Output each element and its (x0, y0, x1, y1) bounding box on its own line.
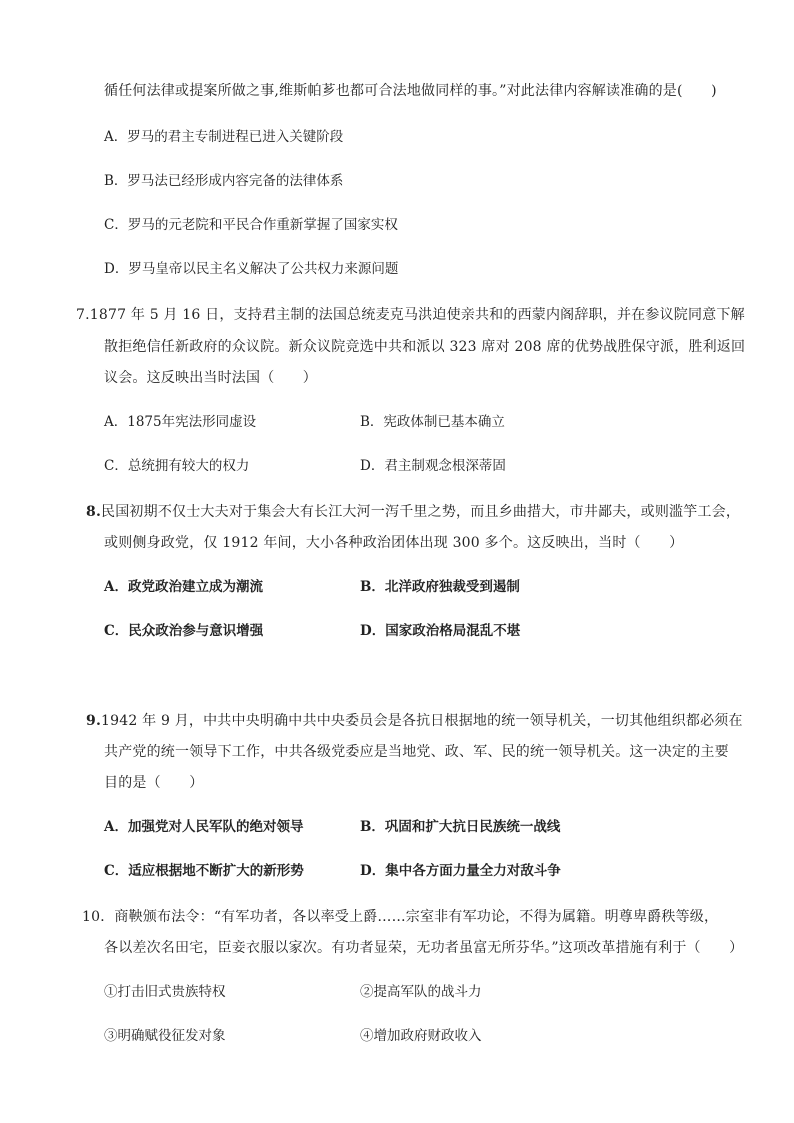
q9-stem-text-1: 1942 年 9 月，中共中央明确中共中央委员会是各抗日根据地的统一领导机关，一切其他组织都必须在 (101, 713, 743, 729)
q9-stem-line-1 (86, 712, 743, 730)
q10-option-4[interactable]: ④增加政府财政收入 (360, 1028, 482, 1044)
q6-option-c[interactable]: C．罗马的元老院和平民合作重新掌握了国家实权 (104, 217, 398, 233)
q9-option-d[interactable]: D．集中各方面力量全力对敌斗争 (360, 863, 561, 879)
q8-stem-text-1: 民国初期不仅士大夫对于集会大有长江大河一泻千里之势，而且乡曲措大，市井鄙夫，或则滥竽工会， (101, 504, 741, 520)
q7-number: 7. (76, 307, 90, 323)
q9-option-b[interactable]: B．巩固和扩大抗日民族统一战线 (360, 819, 561, 835)
q7-stem-line-1 (76, 306, 745, 324)
q8-option-b[interactable]: B．北洋政府独裁受到遏制 (360, 579, 520, 595)
q6-option-b[interactable]: B．罗马法已经形成内容完备的法律体系 (104, 173, 344, 189)
q10-stem-text-1: 商鞅颁布法令：“有军功者，各以率受上爵……宗室非有军功论，不得为属籍。明尊卑爵秩等级， (114, 909, 719, 925)
q7-stem-text-1: 1877 年 5 月 16 日，支持君主制的法国总统麦克马洪迫使亲共和的西蒙内阁辞职，并在参议院同意下解 (89, 307, 745, 323)
q10-option-2[interactable]: ②提高军队的战斗力 (360, 984, 482, 1000)
q8-stem-line-2: 或则侧身政党，仅 1912 年间，大小各种政治团体出现 300 多个。这反映出，当时（ ） (104, 535, 684, 551)
q6-stem-tail: 循任何法律或提案所做之事,维斯帕芗也都可合法地做同样的事。”对此法律内容解读准确的是( ) (104, 83, 717, 99)
q9-number: 9. (86, 713, 102, 729)
q8-number: 8. (86, 504, 102, 520)
q8-stem-line-1 (86, 503, 740, 521)
q7-stem-line-3: 议会。这反映出当时法国（ ） (104, 370, 317, 386)
q8-option-c[interactable]: C．民众政治参与意识增强 (104, 623, 264, 639)
q10-stem-line-1 (82, 908, 718, 926)
q9-stem-line-2: 共产党的统一领导下工作，中共各级党委应是当地党、政、军、民的统一领导机关。这一决定的主要 (104, 744, 729, 760)
q7-option-a[interactable]: A．1875年宪法形同虚设 (104, 414, 257, 430)
q8-option-d[interactable]: D．国家政治格局混乱不堪 (360, 623, 521, 639)
q10-stem-line-2: 各以差次名田宅，臣妾衣服以家次。有功者显荣，无功者虽富无所芬华。”这项改革措施有利于（ ） (104, 940, 744, 956)
q10-number: 10． (82, 909, 115, 925)
q7-stem-line-2: 散拒绝信任新政府的众议院。新众议院竞选中共和派以 323 席对 208 席的优势战胜保守派，胜利返回 (104, 339, 746, 355)
q9-option-c[interactable]: C．适应根据地不断扩大的新形势 (104, 863, 304, 879)
q6-option-a[interactable]: A．罗马的君主专制进程已进入关键阶段 (104, 129, 344, 145)
q7-option-c[interactable]: C．总统拥有较大的权力 (104, 458, 250, 474)
q10-option-1[interactable]: ①打击旧式贵族特权 (104, 984, 226, 1000)
q10-option-3[interactable]: ③明确赋役征发对象 (104, 1028, 226, 1044)
q9-option-a[interactable]: A．加强党对人民军队的绝对领导 (104, 819, 304, 835)
q8-option-a[interactable]: A．政党政治建立成为潮流 (104, 579, 263, 595)
q9-stem-line-3: 目的是（ ） (104, 775, 204, 791)
q6-option-d[interactable]: D．罗马皇帝以民主名义解决了公共权力来源问题 (104, 261, 399, 277)
q7-option-b[interactable]: B．宪政体制已基本确立 (360, 414, 505, 430)
q7-option-d[interactable]: D．君主制观念根深蒂固 (360, 458, 506, 474)
